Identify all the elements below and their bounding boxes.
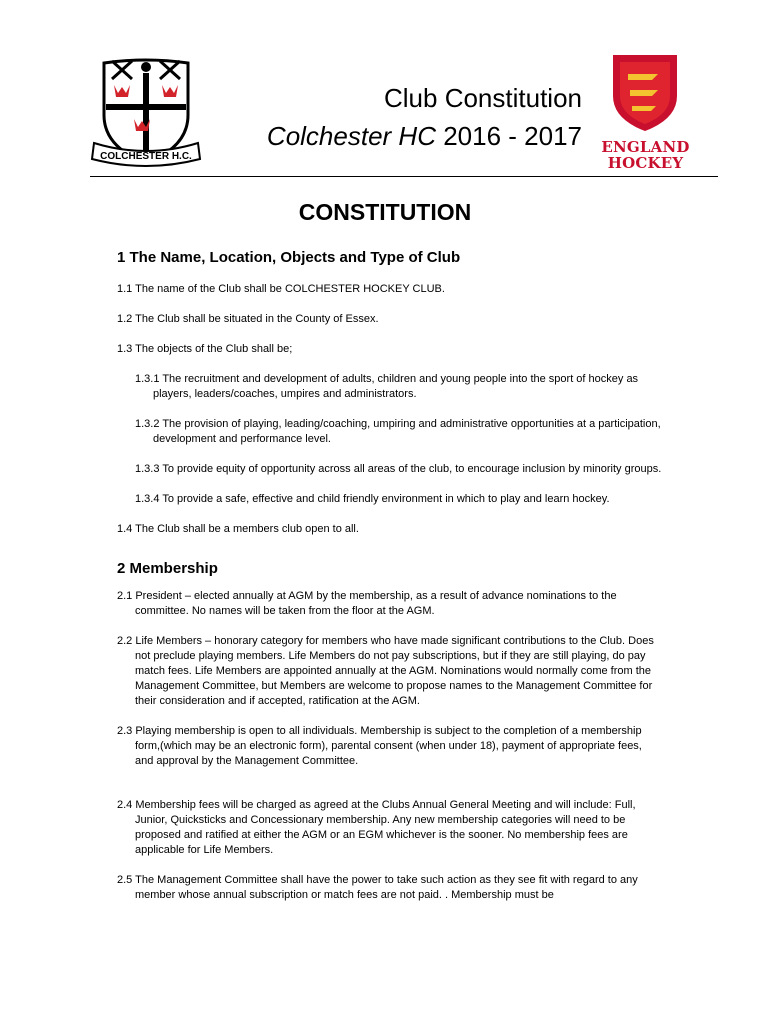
paragraph-1-3-3: 1.3.3 To provide equity of opportunity across all areas of the club, to encourage inclusion by minority groups.	[135, 463, 662, 475]
title-season: 2016 - 2017	[435, 121, 582, 151]
paragraph-1-3-1: 1.3.1 The recruitment and development of adults, children and young people into the sport of hockey as players, leaders/coaches, umpires and administrators.	[135, 373, 639, 400]
section-heading: 2 Membership	[117, 560, 218, 577]
england-hockey-line-1: ENGLAND	[601, 138, 690, 156]
paragraph-2-3: 2.3 Playing membership is open to all individuals. Membership is subject to the completion of a membership form,(which may be an electronic form), parental consent (when under 18), payment of appropriate fees, and approval by the Management Committee.	[117, 725, 642, 767]
paragraph-1-2: 1.2 The Club shall be situated in the County of Essex.	[117, 313, 379, 325]
header-divider	[90, 176, 718, 177]
paragraph-1-3: 1.3 The objects of the Club shall be;	[117, 343, 293, 355]
main-heading: CONSTITUTION	[298, 199, 472, 225]
paragraph-1-4: 1.4 The Club shall be a members club open to all.	[117, 523, 359, 535]
title-line-2	[267, 118, 582, 154]
paragraph-2-2: 2.2 Life Members – honorary category for members who have made significant contributions to the Club. Does not preclude playing members. Life Members do not pay subscriptions, but if they are still playing, do pay match fees. Life Members are appointed annually at the AGM. Nominations would normally come from the Management Committee, but Members are welcome to propose names to the Management Committee for their consideration and if accepted, ratification at the AGM.	[117, 635, 654, 707]
crest-banner-text: COLCHESTER H.C.	[100, 151, 192, 162]
england-hockey-shield-icon	[610, 52, 680, 132]
title-club-name: Colchester HC	[266, 121, 436, 151]
section-heading: 1 The Name, Location, Objects and Type of Club	[117, 249, 461, 266]
colchester-hc-crest-logo	[90, 55, 202, 170]
title-line-1: Club Constitution	[384, 83, 582, 113]
paragraph-1-1: 1.1 The name of the Club shall be COLCHESTER HOCKEY CLUB.	[117, 283, 445, 295]
document-body	[117, 248, 662, 918]
paragraph-2-1: 2.1 President – elected annually at AGM by the membership, as a result of advance nominations to the committee. No names will be taken from the floor at the AGM.	[117, 590, 617, 617]
paragraph-2-5: 2.5 The Management Committee shall have the power to take such action as they see fit with regard to any member whose annual subscription or match fees are not paid. . Membership must be	[117, 874, 638, 901]
england-hockey-wordmark	[598, 139, 693, 171]
england-hockey-line-2: HOCKEY	[607, 154, 684, 172]
paragraph-1-3-4: 1.3.4 To provide a safe, effective and child friendly environment in which to play and learn hockey.	[135, 493, 610, 505]
document-title	[267, 82, 582, 154]
paragraph-2-4: 2.4 Membership fees will be charged as agreed at the Clubs Annual General Meeting and will include: Full, Junior, Quicksticks and Concessionary membership. Any new membership categories will need to be proposed and ratified at either the AGM or an EGM whichever is the sooner. No membership fees are applicable for Life Members.	[117, 799, 636, 856]
paragraph-1-3-2: 1.3.2 The provision of playing, leading/coaching, umpiring and administrative opportunities at a participation, development and performance level.	[135, 418, 661, 445]
england-hockey-logo	[598, 52, 693, 172]
